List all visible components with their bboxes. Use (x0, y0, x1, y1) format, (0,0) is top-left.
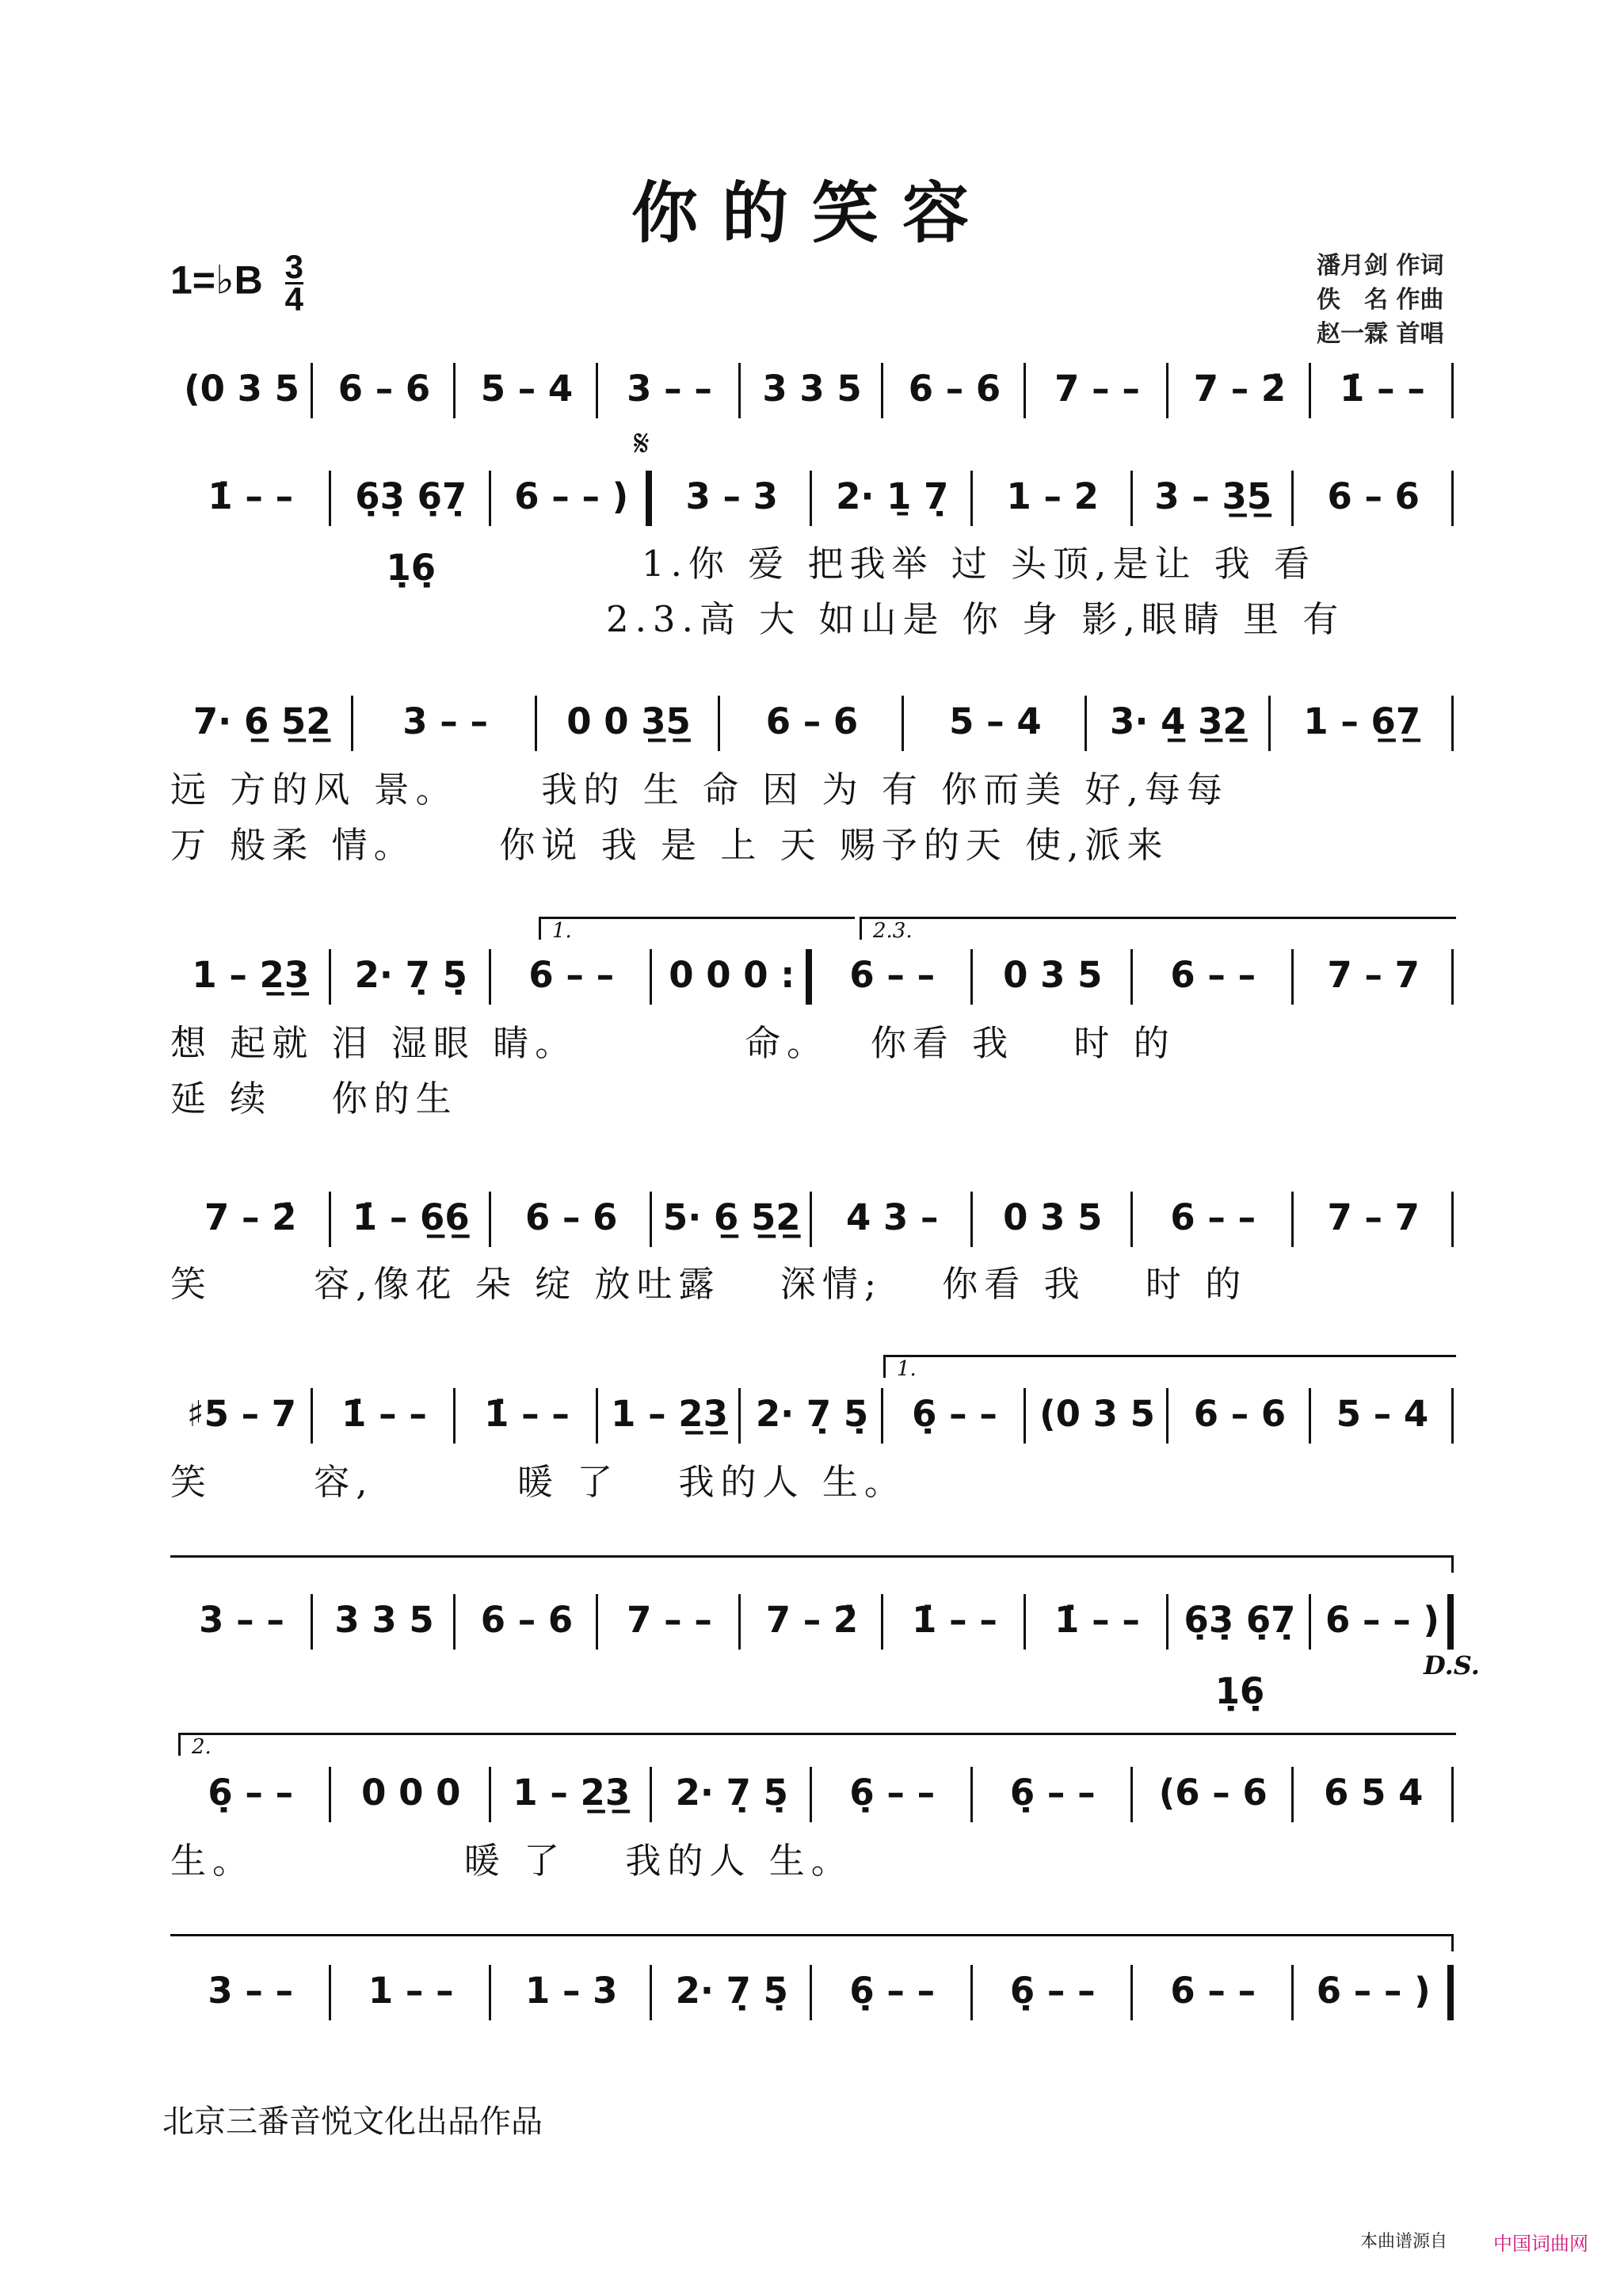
measure: 1 – 2 (1006, 475, 1099, 517)
measure: 3 – 3 (685, 475, 778, 517)
section-rule-1-tick (1451, 1555, 1454, 1573)
credit-singer: 赵一霖 首唱 (1317, 320, 1444, 348)
measure: 3 – – (627, 368, 712, 410)
measure: 7 – – (1054, 368, 1140, 410)
measure: 6̣ – – (912, 1393, 997, 1435)
measure: 0 3 5 (1003, 1196, 1103, 1238)
measure: 1 – 2̲3̲ (513, 1772, 631, 1814)
measure: 1̇ – – (208, 475, 294, 517)
volta-1-bracket-b (883, 1355, 1456, 1381)
measure: 3· 4̲ 3̲2̲ (1110, 700, 1248, 742)
lyrics-row4-verse1: 想 起就 泪 湿眼 睛。 命。 你看 我 时 的 (170, 1022, 1176, 1064)
measure: 2· 7̣ 5̣ (675, 1970, 788, 2012)
lyrics-row8: 生。 暖 了 我的人 生。 (170, 1840, 853, 1882)
lyrics-row4-verse23: 延 续 你的生 (170, 1078, 458, 1120)
measure: 6̣ – – (208, 1772, 294, 1814)
measure: 1 – 3 (525, 1970, 618, 2012)
volta-2-bracket (178, 1733, 1456, 1759)
volta-23-bracket (860, 917, 1456, 943)
credit-composer: 佚 名 作曲 (1317, 286, 1444, 314)
time-signature-top: 3 (284, 248, 303, 285)
key-signature: 1=♭B (170, 257, 263, 303)
double-barline (806, 949, 812, 1005)
measure: 1̇ – – (341, 1393, 427, 1435)
barline (1451, 949, 1454, 1005)
measure: 5 – 4 (949, 700, 1042, 742)
lyrics-row6: 笑 容, 暖 了 我的人 生。 (170, 1461, 906, 1503)
section-rule-2 (170, 1934, 1454, 1936)
score-row-6 (170, 1379, 1454, 1450)
measure: 6 – 6 (908, 368, 1001, 410)
measure: 6̣ – – (1009, 1970, 1096, 2012)
measure: 7 – – (627, 1599, 712, 1641)
double-barline (1447, 1965, 1454, 2020)
barline (1451, 696, 1454, 751)
measure: 6 – – (528, 954, 615, 996)
measure: 6̣ – – (1009, 1772, 1096, 1814)
measure: 0 0 0 (361, 1772, 461, 1814)
measure: 6 – 6 (337, 368, 431, 410)
measure: 1̇ – 6̲6̲ (352, 1196, 470, 1238)
publisher-credit: 北京三番音悦文化出品作品 (162, 2104, 543, 2139)
measure: 1̇ – – (1340, 368, 1425, 410)
segno-sign: 𝄋 (634, 421, 650, 464)
source-link[interactable]: 中国词曲网 (1493, 2233, 1588, 2255)
lyrics-row2-verse1: 1.你 爱 把我举 过 头顶,是让 我 看 (642, 543, 1317, 585)
measure: 5· 6̲ 5̲2̲ (662, 1196, 801, 1238)
volta-2-label: 2. (192, 1735, 212, 1759)
measure: 6 – – ) (1325, 1599, 1439, 1641)
lyrics-row2-verse23: 2.3.高 大 如山是 你 身 影,眼睛 里 有 (606, 598, 1345, 640)
measure: 2· 1̱ 7̣ (836, 475, 949, 517)
measure: 6 – – (1170, 1196, 1256, 1238)
measure: 6̣ – – (849, 1772, 936, 1814)
measure: ♯5 – 7 (186, 1393, 297, 1435)
measure: 1 – 2̲3̲ (192, 954, 310, 996)
measure: 5 – 4 (480, 368, 574, 410)
barline (1451, 1767, 1454, 1822)
measure: 6 – 6 (1193, 1393, 1287, 1435)
measure: 3 – – (199, 1599, 284, 1641)
measure: 6 – – (1170, 954, 1256, 996)
measure: 6 – 6 (1327, 475, 1420, 517)
score-row-8 (170, 1757, 1454, 1829)
measure: 6 – 6 (765, 700, 859, 742)
barline (1451, 1388, 1454, 1444)
measure: 1 – – (368, 1970, 454, 2012)
barline (1451, 471, 1454, 526)
measure: 5 – 4 (1336, 1393, 1429, 1435)
time-signature (284, 248, 303, 318)
score-row-9 (170, 1955, 1454, 2027)
measure: 3 – 3̲5̲ (1154, 475, 1272, 517)
measure: 6 – – ) (514, 475, 629, 517)
measure: 7 – 2̇ (765, 1599, 859, 1641)
measure: 1 – 2̲3̲ (611, 1393, 728, 1435)
measure: 6 – – (849, 954, 936, 996)
measure: 6̣ – – (849, 1970, 936, 2012)
measure: 6 5 4 (1324, 1772, 1424, 1814)
song-title: 你的笑容 (631, 174, 993, 252)
volta-1-label: 1. (552, 919, 572, 943)
measure: 0 0 3̲5̲ (566, 700, 691, 742)
measure: 6̣3̣ 6̣7̣ 1̣6̣ (355, 475, 467, 589)
dal-segno-marking: D.S. (1424, 1650, 1480, 1680)
measure: 7 – 7 (1327, 954, 1420, 996)
credit-lyricist: 潘月剑 作词 (1317, 252, 1444, 280)
score-row-3 (170, 686, 1454, 757)
measure: 2· 7̣ 5̣ (354, 954, 467, 996)
measure: 2· 7̣ 5̣ (675, 1772, 788, 1814)
lyrics-row3-verse1: 远 方的风 景。 我的 生 命 因 为 有 你而美 好,每每 (170, 769, 1229, 811)
measure: 4 3 – (846, 1196, 939, 1238)
score-row-5 (170, 1182, 1454, 1253)
key-time-signature (170, 248, 303, 318)
measure: 3 3 5 (334, 1599, 434, 1641)
measure: 6̣3̣ 6̣7̣ 1̣6̣ (1184, 1599, 1296, 1712)
measure: 7 – 2̇ (204, 1196, 297, 1238)
measure: 2· 7̣ 5̣ (755, 1393, 869, 1435)
barline (1451, 1192, 1454, 1247)
measure: 6 – – ) (1316, 1970, 1431, 2012)
section-rule-2-tick (1451, 1934, 1454, 1951)
barline (1451, 363, 1454, 418)
measure: (6 – 6 (1158, 1772, 1268, 1814)
measure: 3 – – (402, 700, 488, 742)
volta-1b-label: 1. (897, 1357, 917, 1381)
measure: 0 0 0 : (669, 954, 795, 996)
source-label: 本曲谱源自 (1360, 2231, 1448, 2251)
measure: 3 – – (208, 1970, 294, 2012)
measure: 1̇ – – (1054, 1599, 1140, 1641)
measure: 7 – 2̇ (1193, 368, 1287, 410)
lyrics-row3-verse23: 万 般柔 情。 你说 我 是 上 天 赐予的天 使,派来 (170, 824, 1169, 866)
lyrics-row5: 笑 容,像花 朵 绽 放吐露 深情; 你看 我 时 的 (170, 1263, 1248, 1305)
measure: 3 3 5 (762, 368, 862, 410)
volta-1-bracket (539, 917, 855, 943)
measure: 0 3 5 (1003, 954, 1103, 996)
volta-23-label: 2.3. (873, 919, 913, 943)
double-barline (1447, 1594, 1454, 1650)
double-barline (646, 471, 652, 526)
measure: (0 3 5 (184, 368, 299, 410)
measure: 1̇ – – (484, 1393, 570, 1435)
measure: 1̇ – – (912, 1599, 997, 1641)
measure: 7 – 7 (1327, 1196, 1420, 1238)
section-rule-1 (170, 1555, 1454, 1558)
time-signature-bottom: 4 (284, 280, 303, 318)
measure: 6 – – (1170, 1970, 1256, 2012)
score-row-1 (170, 353, 1454, 425)
measure: 7· 6̲ 5̲2̲ (193, 700, 331, 742)
measure: 1 – 6̲7̲ (1303, 700, 1421, 742)
measure: (0 3 5 (1039, 1393, 1155, 1435)
measure: 6 – 6 (525, 1196, 618, 1238)
measure: 6 – 6 (480, 1599, 574, 1641)
score-row-4 (170, 940, 1454, 1011)
